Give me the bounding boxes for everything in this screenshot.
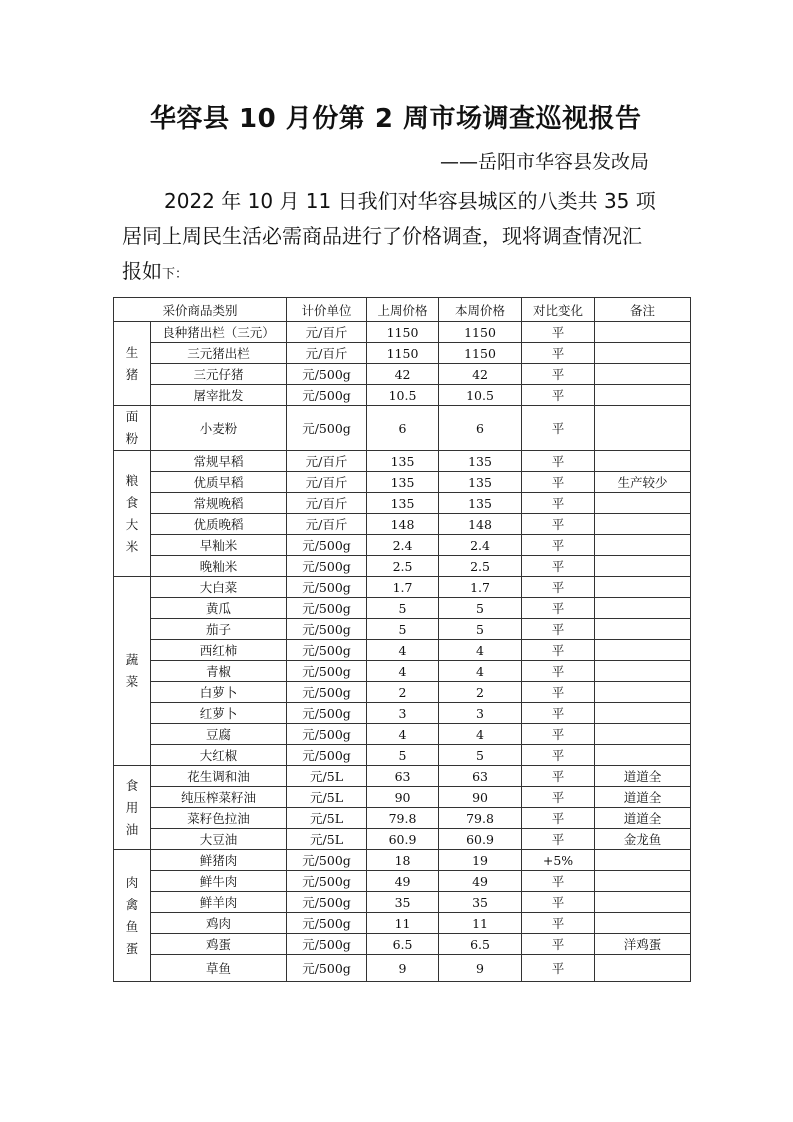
change-cell: 平 (522, 724, 595, 745)
unit-cell: 元/500g (287, 913, 367, 934)
this-week-price-cell: 148 (439, 514, 522, 535)
last-week-price-cell: 2 (367, 682, 439, 703)
unit-cell: 元/500g (287, 934, 367, 955)
note-cell (595, 682, 691, 703)
table-row (114, 385, 691, 406)
this-week-price-cell: 10.5 (439, 385, 522, 406)
change-cell: 平 (522, 577, 595, 598)
change-cell: 平 (522, 514, 595, 535)
last-week-price-cell: 35 (367, 892, 439, 913)
change-cell: 平 (522, 829, 595, 850)
last-week-price-cell: 9 (367, 955, 439, 982)
unit-cell: 元/500g (287, 619, 367, 640)
table-row (114, 850, 691, 871)
note-cell (595, 577, 691, 598)
last-week-price-cell: 5 (367, 598, 439, 619)
table-row (114, 406, 691, 451)
unit-cell: 元/百斤 (287, 472, 367, 493)
change-cell: 平 (522, 619, 595, 640)
item-name-cell: 鸡蛋 (151, 934, 287, 955)
item-name-cell: 大红椒 (151, 745, 287, 766)
note-cell (595, 364, 691, 385)
item-name-cell: 菜籽色拉油 (151, 808, 287, 829)
item-name-cell: 鸡肉 (151, 913, 287, 934)
this-week-price-cell: 4 (439, 640, 522, 661)
table-row (114, 364, 691, 385)
table-row (114, 871, 691, 892)
intro-line-tail: 下： (162, 267, 189, 282)
item-name-cell: 屠宰批发 (151, 385, 287, 406)
this-week-price-cell: 9 (439, 955, 522, 982)
table-row (114, 724, 691, 745)
header-this-week: 本周价格 (439, 298, 522, 322)
this-week-price-cell: 1150 (439, 343, 522, 364)
item-name-cell: 三元仔猪 (151, 364, 287, 385)
category-cell: 食 用 油 (114, 766, 151, 850)
category-cell: 面 粉 (114, 406, 151, 451)
change-cell: 平 (522, 472, 595, 493)
unit-cell: 元/500g (287, 598, 367, 619)
note-cell (595, 703, 691, 724)
table-row (114, 661, 691, 682)
table-row (114, 577, 691, 598)
table-row (114, 913, 691, 934)
last-week-price-cell: 2.5 (367, 556, 439, 577)
item-name-cell: 小麦粉 (151, 406, 287, 451)
item-name-cell: 红萝卜 (151, 703, 287, 724)
unit-cell: 元/500g (287, 535, 367, 556)
change-cell: 平 (522, 535, 595, 556)
item-name-cell: 优质晚稻 (151, 514, 287, 535)
change-cell: 平 (522, 913, 595, 934)
last-week-price-cell: 5 (367, 619, 439, 640)
item-name-cell: 良种猪出栏（三元） (151, 322, 287, 343)
note-cell (595, 493, 691, 514)
last-week-price-cell: 18 (367, 850, 439, 871)
change-cell: 平 (522, 364, 595, 385)
unit-cell: 元/500g (287, 682, 367, 703)
change-cell: 平 (522, 451, 595, 472)
item-name-cell: 豆腐 (151, 724, 287, 745)
last-week-price-cell: 148 (367, 514, 439, 535)
note-cell (595, 724, 691, 745)
item-name-cell: 鲜猪肉 (151, 850, 287, 871)
unit-cell: 元/百斤 (287, 343, 367, 364)
this-week-price-cell: 90 (439, 787, 522, 808)
change-cell: 平 (522, 703, 595, 724)
this-week-price-cell: 4 (439, 661, 522, 682)
last-week-price-cell: 4 (367, 640, 439, 661)
this-week-price-cell: 2.4 (439, 535, 522, 556)
note-cell: 洋鸡蛋 (595, 934, 691, 955)
unit-cell: 元/500g (287, 745, 367, 766)
category-cell: 肉 禽 鱼 蛋 (114, 850, 151, 982)
last-week-price-cell: 11 (367, 913, 439, 934)
change-cell: 平 (522, 385, 595, 406)
last-week-price-cell: 6.5 (367, 934, 439, 955)
change-cell: 平 (522, 934, 595, 955)
table-row (114, 598, 691, 619)
unit-cell: 元/百斤 (287, 322, 367, 343)
last-week-price-cell: 42 (367, 364, 439, 385)
price-table (113, 297, 691, 982)
this-week-price-cell: 135 (439, 472, 522, 493)
this-week-price-cell: 3 (439, 703, 522, 724)
item-name-cell: 晚籼米 (151, 556, 287, 577)
category-cell: 生 猪 (114, 322, 151, 406)
item-name-cell: 黄瓜 (151, 598, 287, 619)
last-week-price-cell: 1.7 (367, 577, 439, 598)
last-week-price-cell: 5 (367, 745, 439, 766)
unit-cell: 元/500g (287, 556, 367, 577)
this-week-price-cell: 135 (439, 451, 522, 472)
table-row (114, 766, 691, 787)
unit-cell: 元/百斤 (287, 451, 367, 472)
this-week-price-cell: 49 (439, 871, 522, 892)
note-cell (595, 406, 691, 451)
this-week-price-cell: 42 (439, 364, 522, 385)
unit-cell: 元/百斤 (287, 514, 367, 535)
this-week-price-cell: 35 (439, 892, 522, 913)
note-cell (595, 745, 691, 766)
item-name-cell: 常规早稻 (151, 451, 287, 472)
item-name-cell: 花生调和油 (151, 766, 287, 787)
change-cell: 平 (522, 745, 595, 766)
table-row (114, 493, 691, 514)
note-cell (595, 343, 691, 364)
category-cell: 粮 食 大 米 (114, 451, 151, 577)
change-cell: 平 (522, 322, 595, 343)
note-cell (595, 955, 691, 982)
table-row (114, 808, 691, 829)
last-week-price-cell: 2.4 (367, 535, 439, 556)
this-week-price-cell: 2.5 (439, 556, 522, 577)
table-row (114, 514, 691, 535)
table-row (114, 535, 691, 556)
unit-cell: 元/500g (287, 406, 367, 451)
last-week-price-cell: 79.8 (367, 808, 439, 829)
table-row (114, 640, 691, 661)
change-cell: 平 (522, 406, 595, 451)
table-row (114, 451, 691, 472)
last-week-price-cell: 135 (367, 472, 439, 493)
unit-cell: 元/500g (287, 724, 367, 745)
this-week-price-cell: 5 (439, 745, 522, 766)
item-name-cell: 鲜牛肉 (151, 871, 287, 892)
table-row (114, 955, 691, 982)
header-change: 对比变化 (522, 298, 595, 322)
report-title: 华容县 10 月份第 2 周市场调查巡视报告 (150, 104, 642, 134)
header-category: 采价商品类别 (114, 298, 287, 322)
item-name-cell: 大白菜 (151, 577, 287, 598)
this-week-price-cell: 1150 (439, 322, 522, 343)
change-cell: 平 (522, 892, 595, 913)
this-week-price-cell: 1.7 (439, 577, 522, 598)
header-unit: 计价单位 (287, 298, 367, 322)
last-week-price-cell: 6 (367, 406, 439, 451)
this-week-price-cell: 19 (439, 850, 522, 871)
note-cell (595, 619, 691, 640)
unit-cell: 元/500g (287, 892, 367, 913)
note-cell: 道道全 (595, 808, 691, 829)
item-name-cell: 优质早稻 (151, 472, 287, 493)
table-row (114, 787, 691, 808)
this-week-price-cell: 6.5 (439, 934, 522, 955)
table-row (114, 472, 691, 493)
table-row (114, 703, 691, 724)
change-cell: 平 (522, 808, 595, 829)
unit-cell: 元/5L (287, 829, 367, 850)
note-cell: 道道全 (595, 787, 691, 808)
table-body (114, 322, 691, 982)
table-row (114, 934, 691, 955)
change-cell: 平 (522, 640, 595, 661)
table-row (114, 619, 691, 640)
note-cell (595, 451, 691, 472)
item-name-cell: 青椒 (151, 661, 287, 682)
unit-cell: 元/500g (287, 850, 367, 871)
last-week-price-cell: 63 (367, 766, 439, 787)
intro-paragraph (122, 184, 682, 292)
change-cell: 平 (522, 598, 595, 619)
this-week-price-cell: 135 (439, 493, 522, 514)
this-week-price-cell: 5 (439, 598, 522, 619)
last-week-price-cell: 3 (367, 703, 439, 724)
last-week-price-cell: 49 (367, 871, 439, 892)
note-cell: 生产较少 (595, 472, 691, 493)
header-note: 备注 (595, 298, 691, 322)
unit-cell: 元/5L (287, 787, 367, 808)
table-row (114, 556, 691, 577)
table-row (114, 745, 691, 766)
note-cell (595, 871, 691, 892)
unit-cell: 元/5L (287, 766, 367, 787)
last-week-price-cell: 1150 (367, 343, 439, 364)
this-week-price-cell: 2 (439, 682, 522, 703)
note-cell (595, 385, 691, 406)
last-week-price-cell: 10.5 (367, 385, 439, 406)
unit-cell: 元/500g (287, 364, 367, 385)
last-week-price-cell: 135 (367, 451, 439, 472)
change-cell: 平 (522, 343, 595, 364)
unit-cell: 元/500g (287, 871, 367, 892)
last-week-price-cell: 4 (367, 724, 439, 745)
note-cell (595, 661, 691, 682)
intro-line: 2022 年 10 月 11 日我们对华容县城区的八类共 35 项 (164, 189, 656, 213)
note-cell (595, 913, 691, 934)
note-cell (595, 322, 691, 343)
item-name-cell: 茄子 (151, 619, 287, 640)
header-last-week: 上周价格 (367, 298, 439, 322)
note-cell (595, 598, 691, 619)
last-week-price-cell: 1150 (367, 322, 439, 343)
unit-cell: 元/500g (287, 661, 367, 682)
table-row (114, 829, 691, 850)
note-cell: 金龙鱼 (595, 829, 691, 850)
unit-cell: 元/5L (287, 808, 367, 829)
unit-cell: 元/500g (287, 385, 367, 406)
report-author: ——岳阳市华容县发改局 (440, 151, 650, 173)
intro-line: 居同上周民生活必需商品进行了价格调查，现将调查情况汇 (122, 224, 642, 248)
note-cell (595, 514, 691, 535)
unit-cell: 元/百斤 (287, 493, 367, 514)
this-week-price-cell: 6 (439, 406, 522, 451)
last-week-price-cell: 135 (367, 493, 439, 514)
item-name-cell: 鲜羊肉 (151, 892, 287, 913)
change-cell: +5% (522, 850, 595, 871)
item-name-cell: 白萝卜 (151, 682, 287, 703)
note-cell (595, 892, 691, 913)
table-row (114, 682, 691, 703)
note-cell (595, 640, 691, 661)
table-row (114, 322, 691, 343)
item-name-cell: 常规晚稻 (151, 493, 287, 514)
last-week-price-cell: 60.9 (367, 829, 439, 850)
intro-line: 报如 (122, 259, 162, 283)
item-name-cell: 西红柿 (151, 640, 287, 661)
change-cell: 平 (522, 787, 595, 808)
this-week-price-cell: 11 (439, 913, 522, 934)
this-week-price-cell: 60.9 (439, 829, 522, 850)
note-cell (595, 556, 691, 577)
change-cell: 平 (522, 556, 595, 577)
this-week-price-cell: 5 (439, 619, 522, 640)
item-name-cell: 三元猪出栏 (151, 343, 287, 364)
item-name-cell: 早籼米 (151, 535, 287, 556)
category-cell: 蔬 菜 (114, 577, 151, 766)
item-name-cell: 草鱼 (151, 955, 287, 982)
unit-cell: 元/500g (287, 955, 367, 982)
last-week-price-cell: 90 (367, 787, 439, 808)
table-header-row (114, 298, 691, 322)
unit-cell: 元/500g (287, 640, 367, 661)
this-week-price-cell: 4 (439, 724, 522, 745)
change-cell: 平 (522, 955, 595, 982)
unit-cell: 元/500g (287, 703, 367, 724)
table-row (114, 343, 691, 364)
table-row (114, 892, 691, 913)
unit-cell: 元/500g (287, 577, 367, 598)
note-cell (595, 850, 691, 871)
item-name-cell: 大豆油 (151, 829, 287, 850)
change-cell: 平 (522, 766, 595, 787)
last-week-price-cell: 4 (367, 661, 439, 682)
note-cell (595, 535, 691, 556)
change-cell: 平 (522, 871, 595, 892)
this-week-price-cell: 63 (439, 766, 522, 787)
change-cell: 平 (522, 661, 595, 682)
change-cell: 平 (522, 682, 595, 703)
item-name-cell: 纯压榨菜籽油 (151, 787, 287, 808)
note-cell: 道道全 (595, 766, 691, 787)
this-week-price-cell: 79.8 (439, 808, 522, 829)
change-cell: 平 (522, 493, 595, 514)
